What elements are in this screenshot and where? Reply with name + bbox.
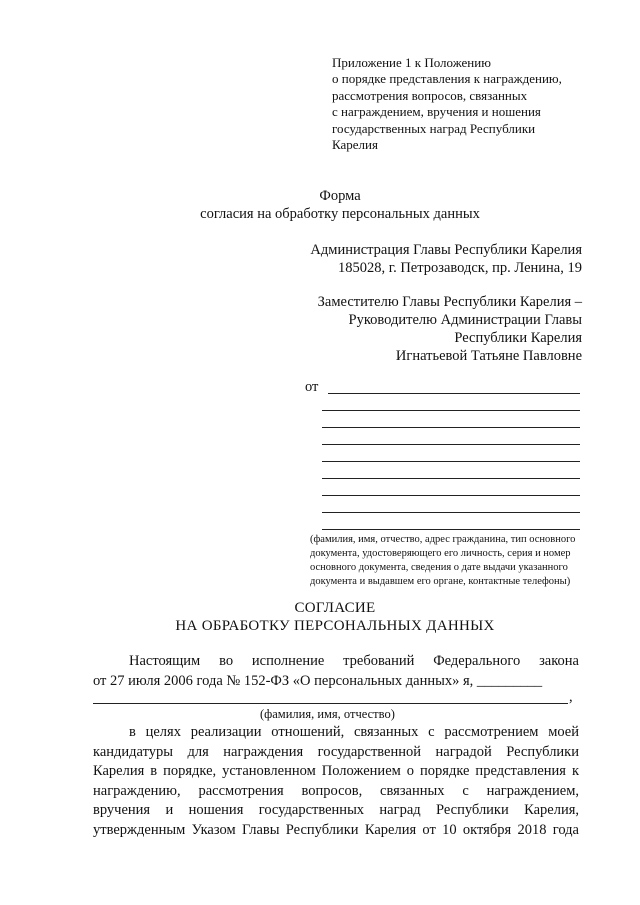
body-line: кандидатуры для награждения государственной наградой Республики <box>93 743 579 760</box>
body-line: награждению, рассмотрения вопросов, связанных с награждением, <box>93 782 579 799</box>
body-line: утвержденным Указом Главы Республики Карелия от 10 октября 2018 года <box>93 821 579 838</box>
fio-field-line[interactable] <box>93 703 568 704</box>
from-field-line[interactable] <box>322 529 580 530</box>
caption-line: основного документа, сведения о дате выдачи указанного <box>310 562 568 573</box>
addressee-org: Администрация Главы Республики Карелия <box>310 242 582 258</box>
from-field-line[interactable] <box>322 495 580 496</box>
annex-line: о порядке представления к награждению, <box>332 71 562 87</box>
consent-subheading: НА ОБРАБОТКУ ПЕРСОНАЛЬНЫХ ДАННЫХ <box>175 618 495 634</box>
annex-line: Карелия <box>332 137 378 153</box>
consent-body <box>93 723 579 840</box>
addressee-position: Республики Карелия <box>454 330 582 346</box>
body-line: вручения и ношения государственных наград Республики Карелия, <box>93 802 579 818</box>
caption-line: (фамилия, имя, отчество, адрес гражданина, тип основного <box>310 534 576 545</box>
fio-caption: (фамилия, имя, отчество) <box>260 707 395 721</box>
annex-line: государственных наград Республики <box>332 120 536 136</box>
body-line: Настоящим во исполнение требований Федерального закона <box>129 653 579 669</box>
from-field-line[interactable] <box>322 410 580 411</box>
consent-heading: СОГЛАСИЕ <box>294 600 376 616</box>
from-field-line[interactable] <box>322 427 580 428</box>
from-label: от <box>305 379 319 395</box>
caption-line: документа и выдавшем его органе, контактные телефоны) <box>310 576 571 587</box>
annex-line: рассмотрения вопросов, связанных <box>332 87 528 103</box>
addressee-address: 185028, г. Петрозаводск, пр. Ленина, 19 <box>338 260 582 276</box>
body-line: Карелия в порядке, установленном Положением о порядке представления к <box>93 763 579 779</box>
addressee-person-block <box>318 293 582 365</box>
caption-line: документа, удостоверяющего его личность, серия и номер <box>310 548 571 559</box>
addressee-org-block <box>310 241 582 277</box>
from-field-line[interactable] <box>322 512 580 513</box>
form-subtitle: согласия на обработку персональных данных <box>200 206 480 222</box>
annex-line: с награждением, вручения и ношения <box>332 104 541 120</box>
form-title: Форма <box>319 188 361 204</box>
from-field-line[interactable] <box>322 444 580 445</box>
fio-line-comma: , <box>569 689 573 705</box>
consent-intro <box>93 652 579 691</box>
addressee-position: Руководителю Администрации Главы <box>348 312 582 328</box>
from-field-caption <box>310 533 575 589</box>
from-field-line[interactable] <box>322 478 580 479</box>
body-line: от 27 июля 2006 года № 152-ФЗ «О персональных данных» я, _________ <box>93 672 543 689</box>
annex-line: Приложение 1 к Положению <box>332 55 491 70</box>
from-field-line[interactable] <box>322 461 580 462</box>
annex-note <box>332 55 562 153</box>
body-line: в целях реализации отношений, связанных с рассмотрением моей <box>129 724 579 740</box>
from-field-line[interactable] <box>328 393 580 394</box>
addressee-position: Заместителю Главы Республики Карелия – <box>317 294 582 310</box>
addressee-name: Игнатьевой Татьяне Павловне <box>395 348 582 364</box>
